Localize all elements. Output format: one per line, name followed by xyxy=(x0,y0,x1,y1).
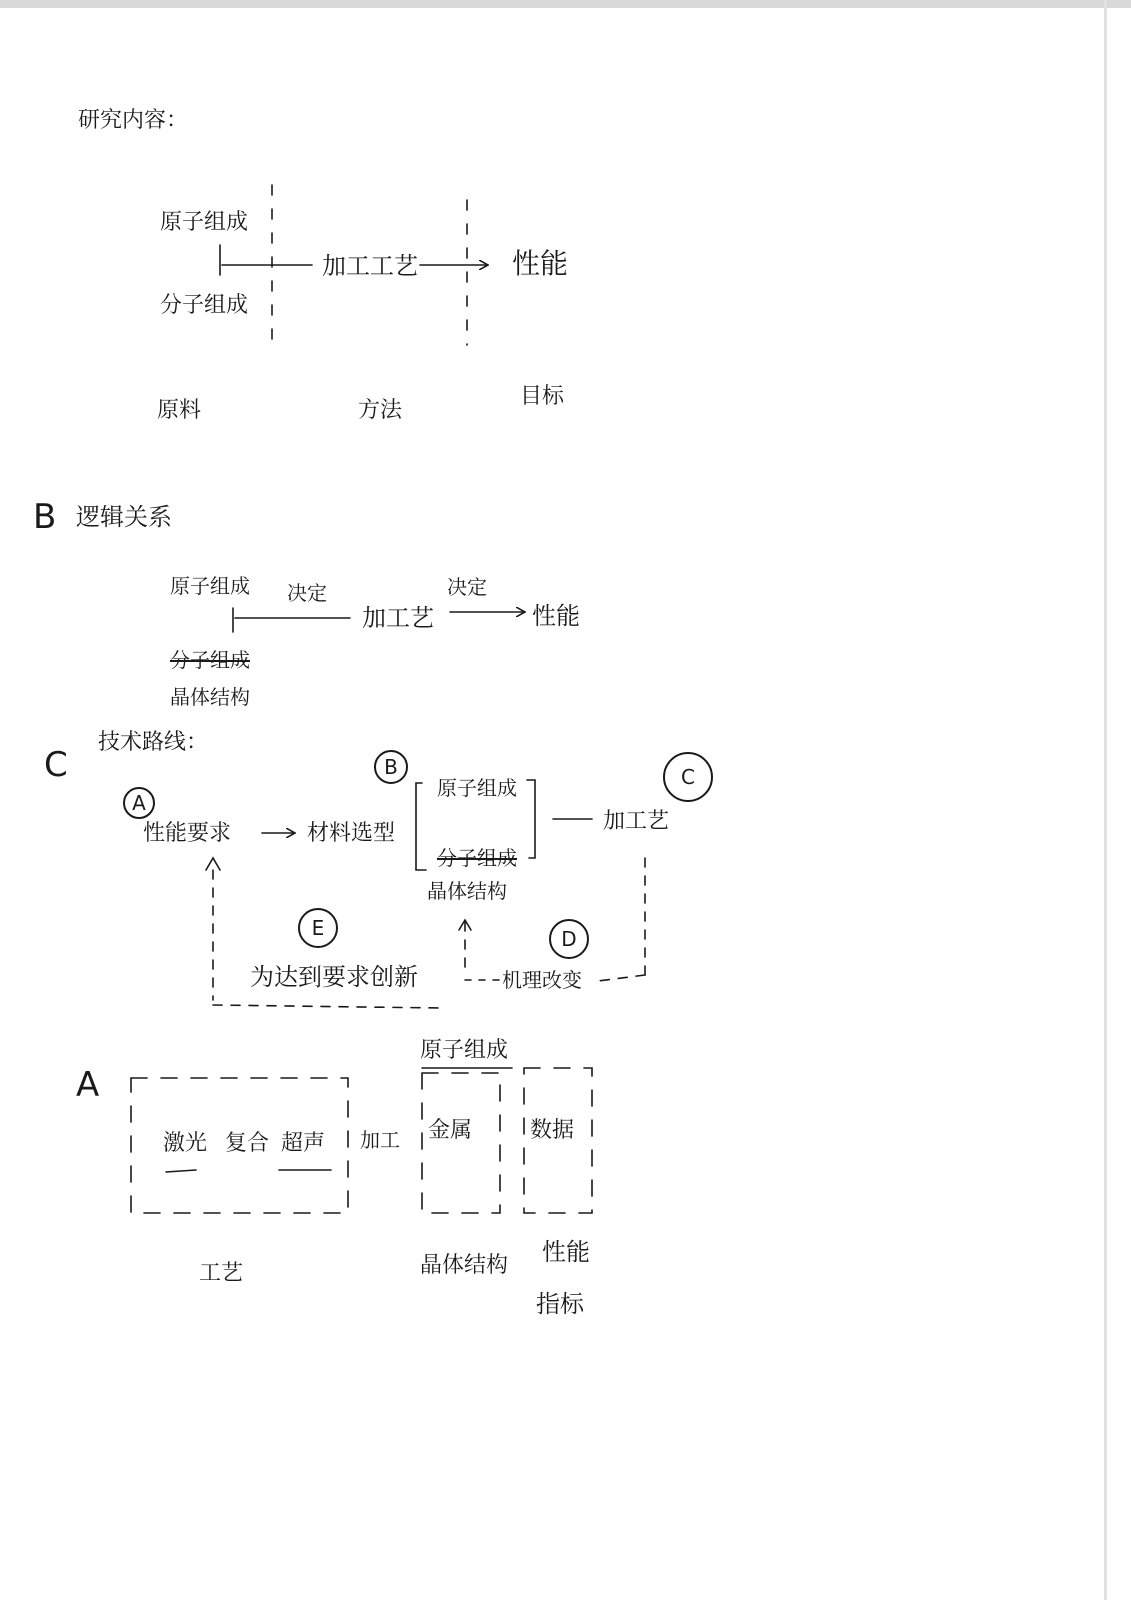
s1-process: 加工工艺 xyxy=(322,252,418,280)
sA-composite: 复合 xyxy=(225,1131,270,1156)
sA-index: 指标 xyxy=(536,1290,584,1318)
research-heading: 研究内容： xyxy=(78,108,189,133)
sB-process: 加工艺 xyxy=(362,604,434,632)
sB-atom-composition: 原子组成 xyxy=(170,574,250,598)
sC-process: 加工艺 xyxy=(603,809,670,834)
sectionC-title: 技术路线： xyxy=(98,730,209,755)
sA-ultrasonic: 超声 xyxy=(281,1131,326,1156)
sA-laser: 激光 xyxy=(163,1131,208,1156)
circle-marker-e: E xyxy=(298,908,338,948)
s1-performance: 性能 xyxy=(512,247,569,280)
sC-mechanism-change: 机理改变 xyxy=(502,968,582,992)
sA-process-label: 工艺 xyxy=(199,1261,244,1286)
sB-arrow1-label: 决定 xyxy=(287,581,327,605)
sectionB-marker: B xyxy=(33,497,57,537)
s1-col-target: 目标 xyxy=(520,384,565,409)
s1-col-method: 方法 xyxy=(358,398,403,423)
sectionC-marker: C xyxy=(44,745,68,785)
circle-marker-b: B xyxy=(374,750,408,784)
circle-marker-c: C xyxy=(663,752,713,802)
sB-performance: 性能 xyxy=(532,602,580,630)
sectionA-marker: A xyxy=(76,1065,100,1105)
s1-atom-composition: 原子组成 xyxy=(160,210,249,235)
sA-performance: 性能 xyxy=(542,1238,590,1266)
s1-col-material: 原料 xyxy=(157,398,202,423)
sC-innovation: 为达到要求创新 xyxy=(250,963,418,991)
sB-crystal-structure: 晶体结构 xyxy=(170,685,250,709)
sC-material-selection: 材料选型 xyxy=(307,821,396,846)
sA-crystal-structure: 晶体结构 xyxy=(420,1253,509,1278)
sB-molecule-composition-struck: 分子组成 xyxy=(170,648,250,672)
sC-crystal-structure: 晶体结构 xyxy=(427,879,507,903)
s1-molecule-composition: 分子组成 xyxy=(160,293,249,318)
sC-atom-composition: 原子组成 xyxy=(437,776,517,800)
sB-arrow2-label: 决定 xyxy=(447,575,487,599)
sectionB-title: 逻辑关系 xyxy=(76,503,172,531)
sC-performance-requirement: 性能要求 xyxy=(143,821,232,846)
sC-molecule-composition-struck: 分子组成 xyxy=(437,846,517,870)
circle-marker-d: D xyxy=(549,919,589,959)
sA-data: 数据 xyxy=(530,1118,575,1143)
circle-marker-a: A xyxy=(123,787,155,819)
sA-atom-composition: 原子组成 xyxy=(420,1038,509,1063)
sA-metal: 金属 xyxy=(428,1118,473,1143)
sA-processing-label: 加工 xyxy=(360,1128,400,1152)
